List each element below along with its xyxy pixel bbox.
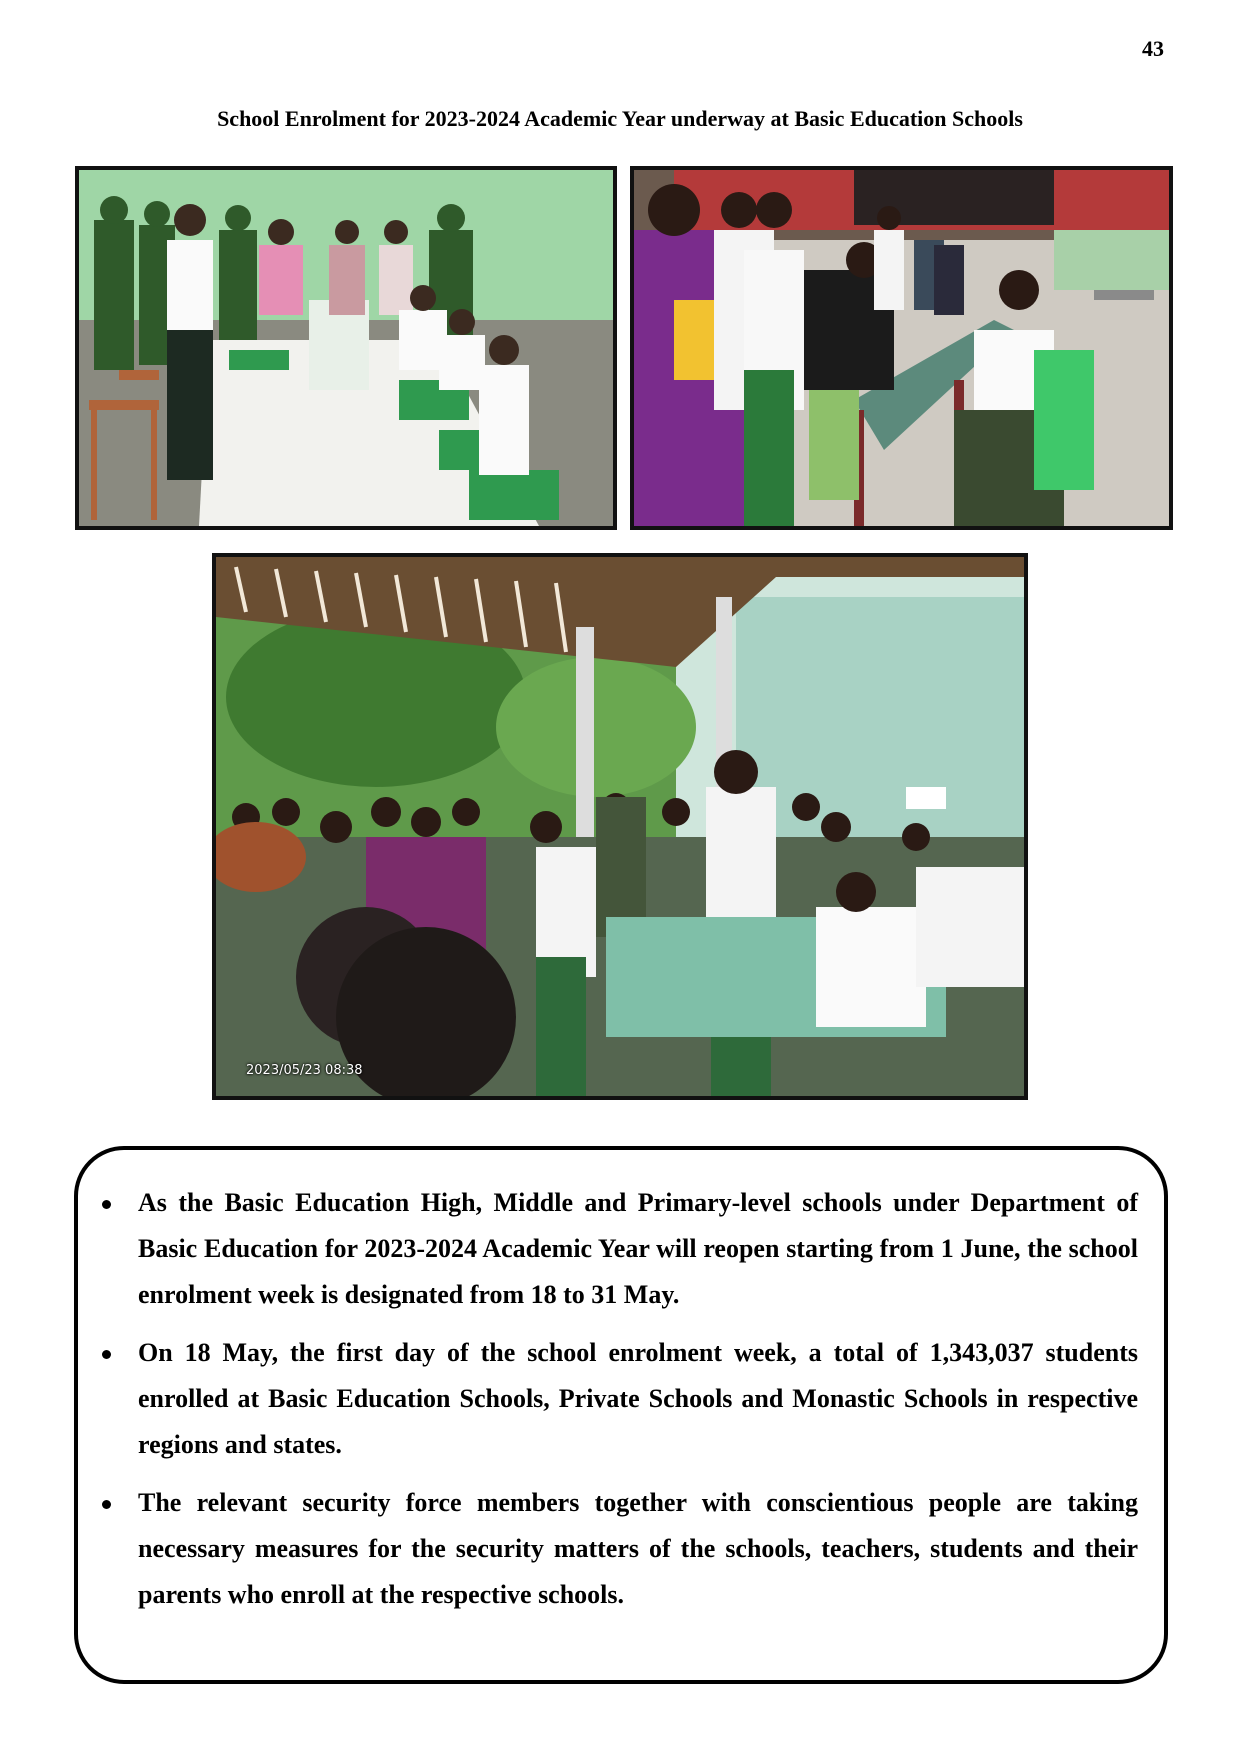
photo-registration-desk-image bbox=[634, 170, 1169, 526]
photo-registration-desk bbox=[630, 166, 1173, 530]
bullet-text: On 18 May, the first day of the school enrolment week, a total of 1,343,037 students enrolled at Basic Education Schools, Private Schools and Monastic Schools in respective regions and states. bbox=[138, 1338, 1138, 1459]
bullet-item bbox=[138, 1480, 1138, 1618]
bullet-icon bbox=[102, 1200, 111, 1209]
page-number: 43 bbox=[1142, 36, 1164, 61]
info-box bbox=[74, 1146, 1168, 1684]
bullet-item bbox=[138, 1330, 1138, 1468]
photo-outdoor-enrolment bbox=[212, 553, 1028, 1100]
photo-textbook-distribution-image bbox=[79, 170, 613, 526]
bullet-icon bbox=[102, 1350, 111, 1359]
bullet-text: As the Basic Education High, Middle and Primary-level schools under Department of Basic Education for 2023-2024 Academic Year will reopen starting from 1 June, the school enrolment week is designated from 18 to 31 May. bbox=[138, 1188, 1138, 1309]
photo-outdoor-enrolment-image bbox=[216, 557, 1024, 1096]
page-title: School Enrolment for 2023-2024 Academic Year underway at Basic Education Schools bbox=[217, 106, 1023, 131]
bullet-item bbox=[138, 1180, 1138, 1318]
photo-textbook-distribution bbox=[75, 166, 617, 530]
bullet-list bbox=[78, 1150, 1164, 1618]
bullet-icon bbox=[102, 1500, 111, 1509]
photo-timestamp: 2023/05/23 08:38 bbox=[246, 1063, 363, 1078]
bullet-text: The relevant security force members together with conscientious people are taking necessary measures for the security matters of the schools, teachers, students and their parents who enroll at the respective schools. bbox=[138, 1488, 1138, 1609]
